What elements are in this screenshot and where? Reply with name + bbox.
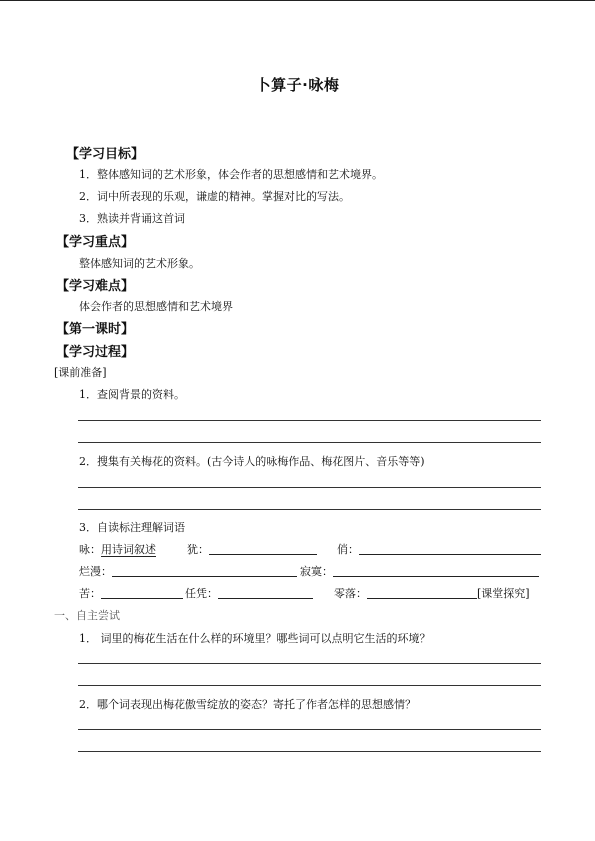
objective-item-2: 2．词中所表现的乐观，谦虚的精神。掌握对比的写法。 — [79, 190, 350, 203]
key-points-heading: 【学习重点】 — [56, 235, 135, 250]
vocab-label-qiao: 俏： — [337, 543, 359, 556]
answer-line[interactable] — [78, 420, 541, 421]
vocab-label-lanman: 烂漫： — [79, 565, 112, 578]
answer-line[interactable] — [78, 685, 541, 686]
difficulties-text: 体会作者的思想感情和艺术境界 — [79, 300, 233, 313]
vocab-you — [187, 541, 317, 557]
vocab-lingluo — [334, 585, 530, 601]
vocab-blank-renping[interactable] — [218, 586, 313, 599]
answer-line[interactable] — [78, 509, 541, 510]
vocab-answer-yong[interactable]: 用诗词叙述 — [101, 543, 156, 556]
process-heading: 【学习过程】 — [56, 345, 135, 360]
vocab-lanman — [79, 563, 297, 579]
vocab-label-renping: 任凭： — [185, 587, 218, 600]
answer-line[interactable] — [78, 751, 541, 752]
vocab-ku — [79, 585, 183, 601]
vocab-jimo — [300, 563, 539, 579]
vocab-blank-you[interactable] — [209, 542, 317, 555]
vocab-renping — [185, 585, 313, 601]
answer-line[interactable] — [78, 487, 541, 488]
self-try-question-2: 2．哪个词表现出梅花傲雪绽放的姿态？寄托了作者怎样的思想感情？ — [79, 698, 416, 711]
vocab-blank-qiao[interactable] — [359, 542, 541, 555]
vocab-label-yong: 咏： — [79, 543, 101, 556]
vocab-label-lingluo: 零落： — [334, 587, 367, 600]
key-points-text: 整体感知词的艺术形象。 — [79, 257, 200, 270]
vocab-blank-jimo[interactable] — [333, 564, 539, 577]
vocab-blank-lanman[interactable] — [112, 564, 297, 577]
vocab-blank-ku[interactable] — [101, 586, 183, 599]
self-try-question-1: 1． 词里的梅花生活在什么样的环境里？哪些词可以点明它生活的环境？ — [79, 632, 431, 645]
vocab-row-1 — [79, 541, 156, 557]
vocab-label-you: 犹： — [187, 543, 209, 556]
answer-line[interactable] — [78, 729, 541, 730]
self-try-heading: 一、自主尝试 — [54, 609, 120, 622]
page-title: 卜算子·咏梅 — [255, 76, 340, 94]
prep-question-1: 1．查阅背景的资料。 — [79, 388, 185, 401]
difficulties-heading: 【学习难点】 — [56, 279, 135, 294]
objectives-heading: 【学习目标】 — [66, 147, 145, 162]
lesson-heading: 【第一课时】 — [56, 322, 135, 337]
top-border-line — [0, 0, 595, 1]
vocab-label-jimo: 寂寞： — [300, 565, 333, 578]
vocab-label-ku: 苦： — [79, 587, 101, 600]
explore-heading: [课堂探究] — [477, 587, 530, 600]
objective-item-3: 3．熟读并背诵这首词 — [79, 212, 185, 225]
objective-item-1: 1．整体感知词的艺术形象，体会作者的思想感情和艺术境界。 — [79, 168, 383, 181]
vocab-blank-lingluo[interactable] — [367, 586, 477, 599]
prep-heading: [课前准备] — [54, 366, 107, 379]
prep-question-3: 3．自读标注理解词语 — [79, 521, 185, 534]
vocab-qiao — [337, 541, 541, 557]
answer-line[interactable] — [78, 442, 541, 443]
prep-question-2: 2．搜集有关梅花的资料。(古今诗人的咏梅作品、梅花图片、音乐等等) — [79, 455, 425, 468]
answer-line[interactable] — [78, 663, 541, 664]
